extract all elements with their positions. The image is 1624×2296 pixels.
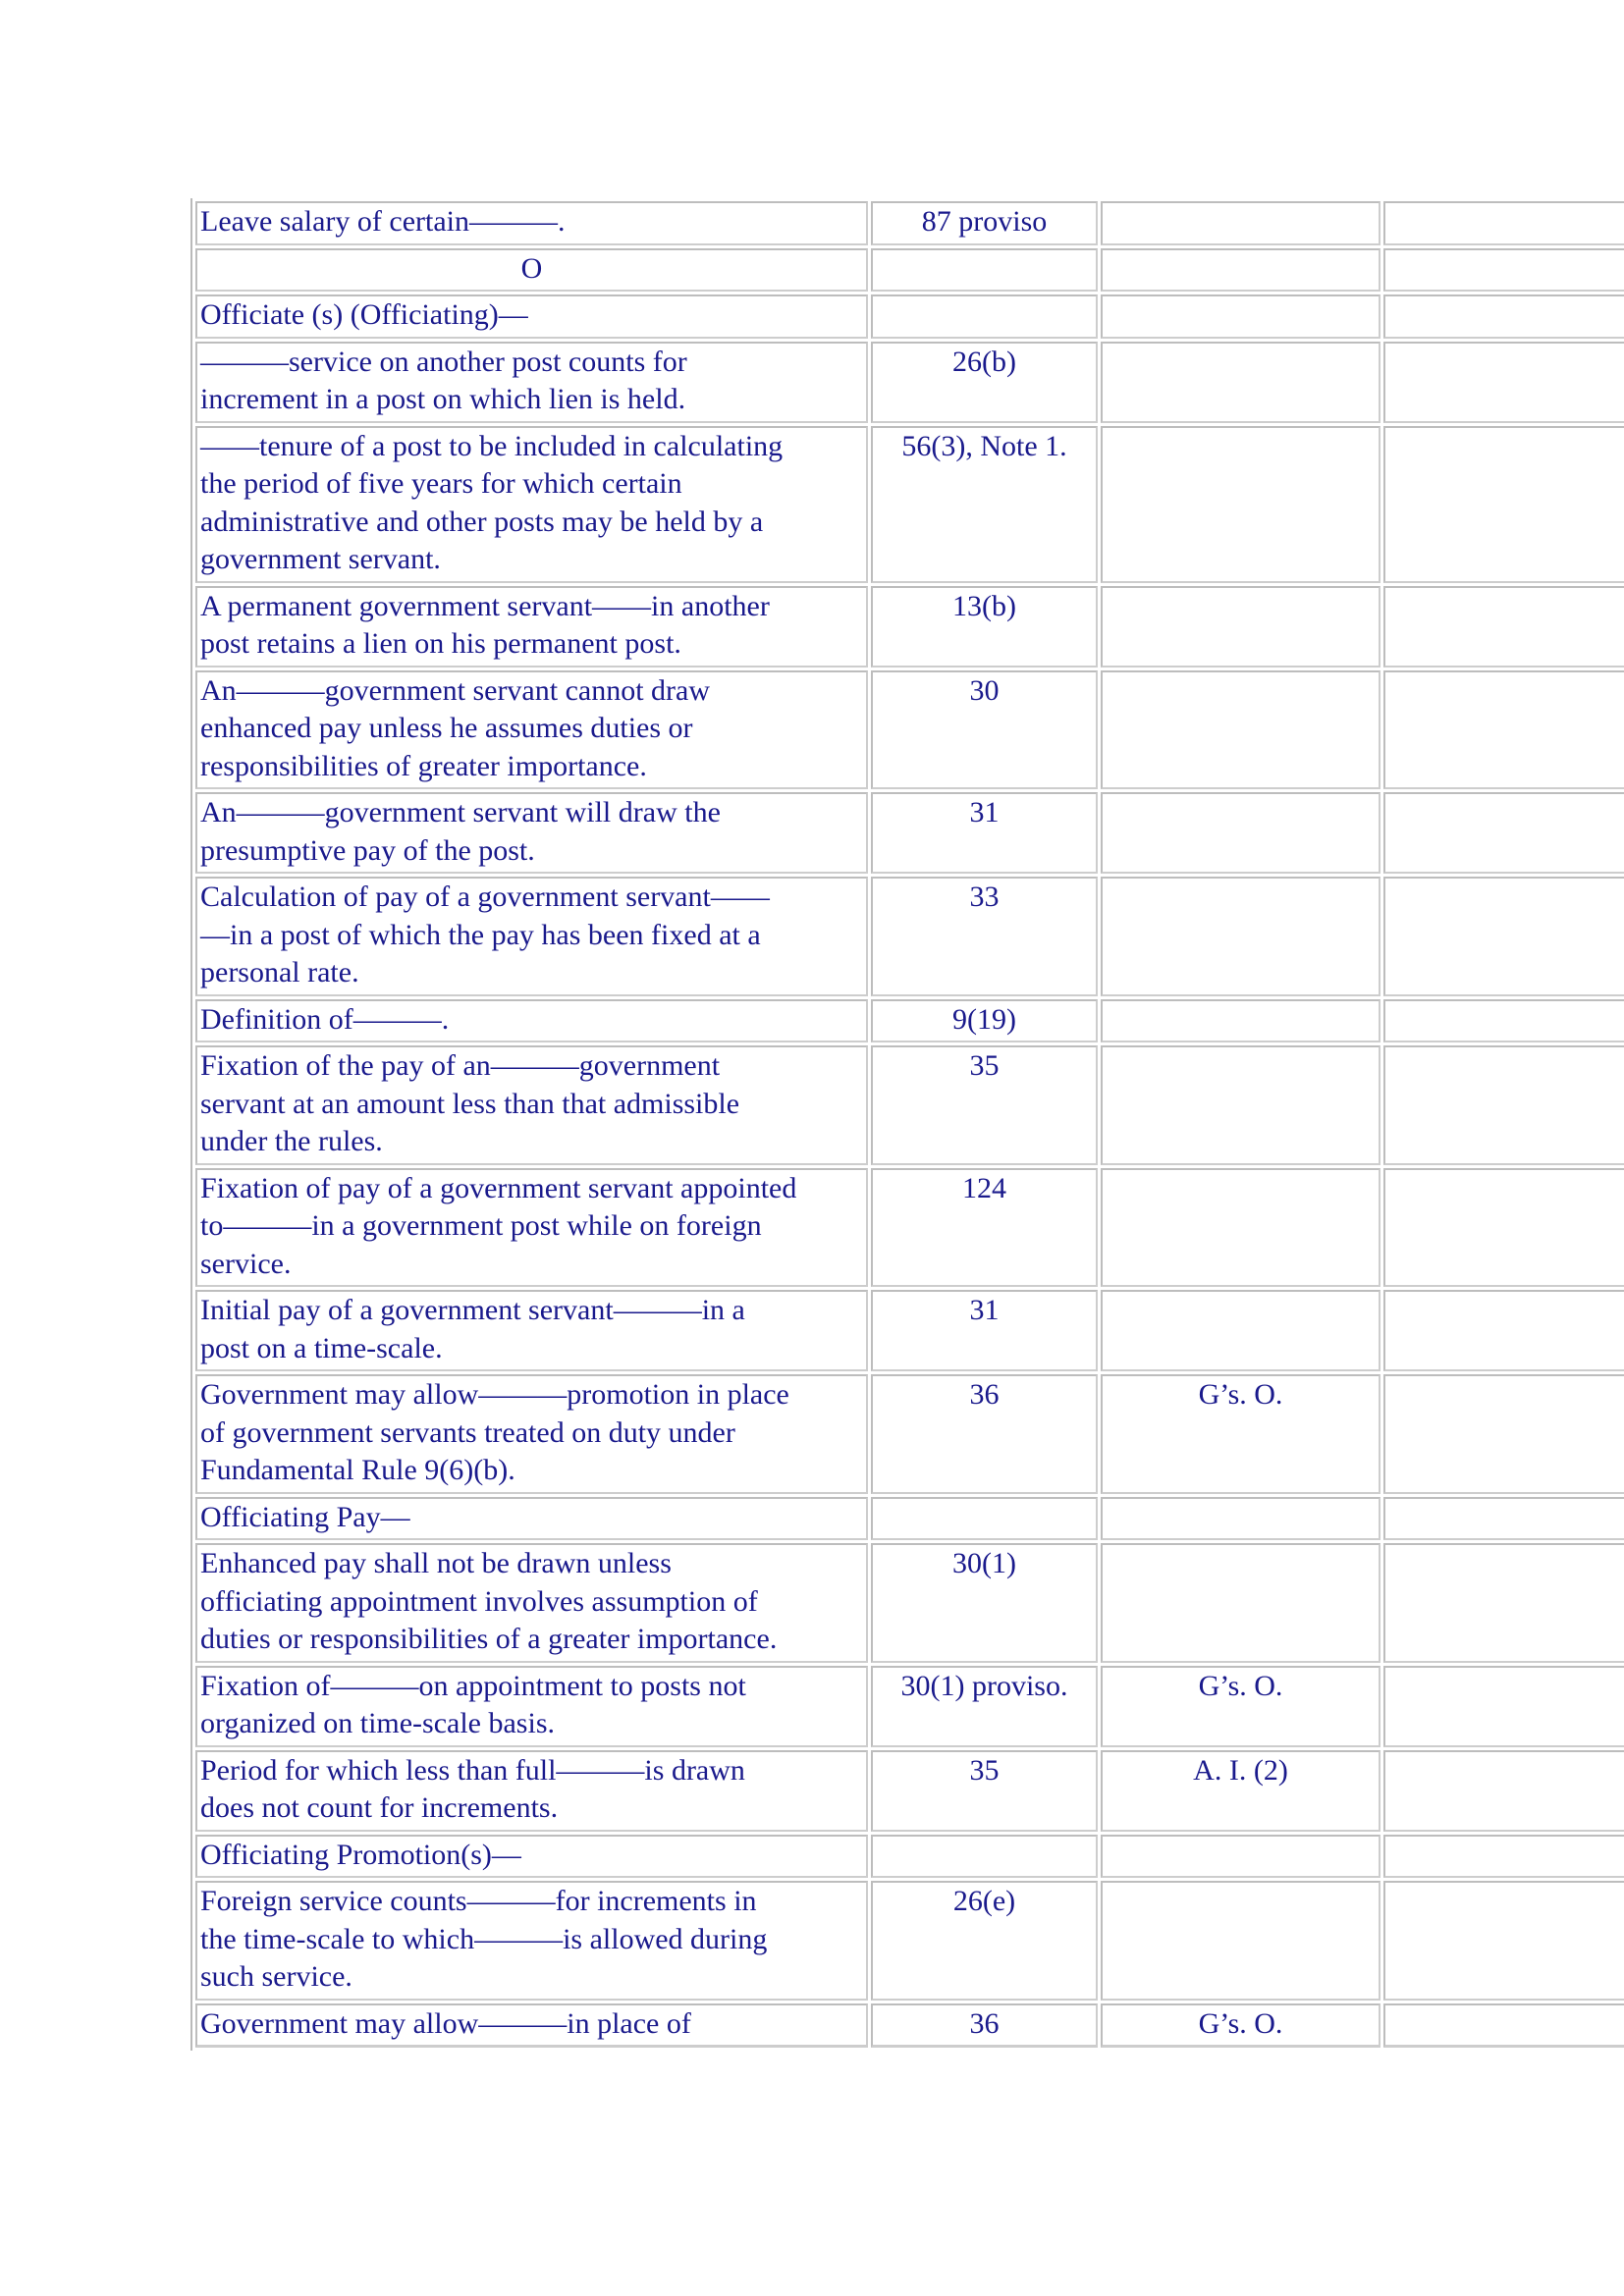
table-row — [195, 1374, 1624, 1494]
instruction-cell — [1101, 1835, 1380, 1879]
empty-cell — [1383, 999, 1624, 1043]
empty-cell — [1383, 1168, 1624, 1288]
rule-cell — [871, 1497, 1098, 1541]
empty-cell — [1383, 1290, 1624, 1371]
subject-cell: Leave salary of certain———. — [195, 201, 868, 245]
rule-cell: 26(b) — [871, 342, 1098, 423]
table-row-heading — [195, 1497, 1624, 1541]
rule-cell: 36 — [871, 2003, 1098, 2049]
instruction-cell: A. I. (2) — [1101, 1750, 1380, 1832]
rule-cell: 36 — [871, 1374, 1098, 1494]
empty-cell — [1383, 1543, 1624, 1663]
subject-cell: Period for which less than full———is drawn does not count for increments. — [195, 1750, 868, 1832]
empty-cell — [1383, 1881, 1624, 2001]
empty-cell — [1383, 248, 1624, 293]
subject-cell: A permanent government servant——in another post retains a lien on his permanent post. — [195, 586, 868, 667]
instruction-cell — [1101, 1045, 1380, 1165]
table-row — [195, 2003, 1624, 2049]
table-row — [195, 201, 1624, 245]
empty-cell — [1383, 1750, 1624, 1832]
heading-cell: Officiating Pay— — [195, 1497, 868, 1541]
table-row — [195, 670, 1624, 790]
index-table — [190, 198, 1624, 2051]
instruction-cell — [1101, 670, 1380, 790]
subject-cell: Calculation of pay of a government servant—— —in a post of which the pay has been fixed at a personal rate. — [195, 877, 868, 996]
table-row — [195, 1543, 1624, 1663]
table-row — [195, 999, 1624, 1043]
rule-cell: 87 proviso — [871, 201, 1098, 245]
table-row-letter — [195, 248, 1624, 293]
subject-cell: Government may allow———promotion in place of government servants treated on duty under Fundamental Rule 9(6)(b). — [195, 1374, 868, 1494]
instruction-cell — [1101, 426, 1380, 583]
instruction-cell — [1101, 201, 1380, 245]
table-row — [195, 1881, 1624, 2001]
subject-cell: An———government servant cannot draw enhanced pay unless he assumes duties or responsibilities of greater importance. — [195, 670, 868, 790]
empty-cell — [1383, 2003, 1624, 2049]
table-row-heading — [195, 294, 1624, 339]
table-row — [195, 1045, 1624, 1165]
subject-cell: Fixation of———on appointment to posts not organized on time-scale basis. — [195, 1666, 868, 1747]
instruction-cell — [1101, 1543, 1380, 1663]
empty-cell — [1383, 294, 1624, 339]
table-row — [195, 877, 1624, 996]
rule-cell: 30 — [871, 670, 1098, 790]
table-row — [195, 1290, 1624, 1371]
subject-cell: ——tenure of a post to be included in calculating the period of five years for which certain administrative and other posts may be held by a government servant. — [195, 426, 868, 583]
empty-cell — [1383, 586, 1624, 667]
instruction-cell: G’s. O. — [1101, 1374, 1380, 1494]
instruction-cell — [1101, 1290, 1380, 1371]
empty-cell — [1383, 1497, 1624, 1541]
index-table-body — [195, 201, 1624, 2048]
empty-cell — [1383, 342, 1624, 423]
table-row — [195, 1168, 1624, 1288]
subject-cell: Enhanced pay shall not be drawn unless officiating appointment involves assumption of duties or responsibilities of a greater importance. — [195, 1543, 868, 1663]
instruction-cell: G’s. O. — [1101, 2003, 1380, 2049]
empty-cell — [1383, 1666, 1624, 1747]
subject-cell: ———service on another post counts for increment in a post on which lien is held. — [195, 342, 868, 423]
rule-cell — [871, 248, 1098, 293]
rule-cell — [871, 294, 1098, 339]
empty-cell — [1383, 670, 1624, 790]
rule-cell: 56(3), Note 1. — [871, 426, 1098, 583]
rule-cell: 35 — [871, 1045, 1098, 1165]
rule-cell: 30(1) — [871, 1543, 1098, 1663]
subject-cell: Foreign service counts———for increments in the time-scale to which———is allowed during such service. — [195, 1881, 868, 2001]
instruction-cell — [1101, 294, 1380, 339]
instruction-cell: G’s. O. — [1101, 1666, 1380, 1747]
rule-cell: 30(1) proviso. — [871, 1666, 1098, 1747]
empty-cell — [1383, 792, 1624, 874]
empty-cell — [1383, 1045, 1624, 1165]
instruction-cell — [1101, 792, 1380, 874]
subject-cell: Fixation of pay of a government servant appointed to———in a government post while on foreign service. — [195, 1168, 868, 1288]
table-row — [195, 426, 1624, 583]
empty-cell — [1383, 877, 1624, 996]
table-row — [195, 586, 1624, 667]
section-letter-cell: O — [195, 248, 868, 293]
instruction-cell — [1101, 248, 1380, 293]
rule-cell: 26(e) — [871, 1881, 1098, 2001]
empty-cell — [1383, 426, 1624, 583]
rule-cell: 31 — [871, 1290, 1098, 1371]
subject-cell: Fixation of the pay of an———government servant at an amount less than that admissible under the rules. — [195, 1045, 868, 1165]
empty-cell — [1383, 201, 1624, 245]
instruction-cell — [1101, 1497, 1380, 1541]
table-row-heading — [195, 1835, 1624, 1879]
empty-cell — [1383, 1835, 1624, 1879]
table-row — [195, 792, 1624, 874]
rule-cell: 35 — [871, 1750, 1098, 1832]
rule-cell: 31 — [871, 792, 1098, 874]
subject-cell: An———government servant will draw the presumptive pay of the post. — [195, 792, 868, 874]
instruction-cell — [1101, 999, 1380, 1043]
rule-cell — [871, 1835, 1098, 1879]
table-row — [195, 1666, 1624, 1747]
instruction-cell — [1101, 342, 1380, 423]
instruction-cell — [1101, 1168, 1380, 1288]
table-row — [195, 1750, 1624, 1832]
empty-cell — [1383, 1374, 1624, 1494]
rule-cell: 9(19) — [871, 999, 1098, 1043]
heading-cell: Officiating Promotion(s)— — [195, 1835, 868, 1879]
table-row — [195, 342, 1624, 423]
rule-cell: 13(b) — [871, 586, 1098, 667]
heading-cell: Officiate (s) (Officiating)— — [195, 294, 868, 339]
subject-cell: Definition of———. — [195, 999, 868, 1043]
rule-cell: 33 — [871, 877, 1098, 996]
subject-cell: Government may allow———in place of — [195, 2003, 868, 2049]
rule-cell: 124 — [871, 1168, 1098, 1288]
instruction-cell — [1101, 1881, 1380, 2001]
instruction-cell — [1101, 586, 1380, 667]
instruction-cell — [1101, 877, 1380, 996]
subject-cell: Initial pay of a government servant———in a post on a time-scale. — [195, 1290, 868, 1371]
